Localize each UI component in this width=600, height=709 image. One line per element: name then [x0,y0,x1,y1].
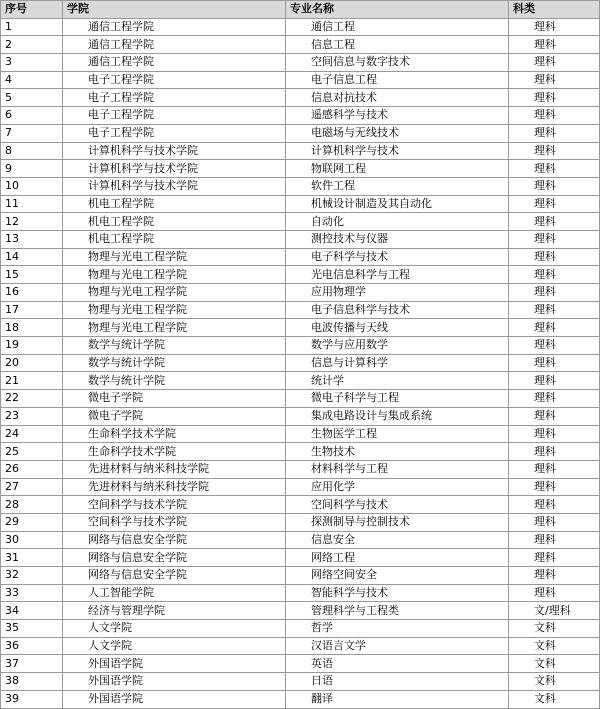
college-name: 通信工程学院 [63,36,286,54]
table-row [1,460,600,478]
table-row [1,142,600,160]
category: 理科 [509,213,600,231]
major-name: 光电信息科学与工程 [286,266,509,284]
row-index: 22 [1,390,63,408]
table-row [1,443,600,461]
major-name: 统计学 [286,372,509,390]
major-name: 网络工程 [286,549,509,567]
college-name: 物理与光电工程学院 [63,284,286,302]
major-name: 机械设计制造及其自动化 [286,195,509,213]
row-index: 21 [1,372,63,390]
header-major: 专业名称 [286,1,509,19]
major-name: 探测制导与控制技术 [286,513,509,531]
row-index: 28 [1,496,63,514]
table-row [1,602,600,620]
major-name: 哲学 [286,620,509,638]
table-row [1,266,600,284]
row-index: 2 [1,36,63,54]
table-row [1,124,600,142]
category: 理科 [509,71,600,89]
college-name: 数学与统计学院 [63,372,286,390]
major-name: 电子信息工程 [286,71,509,89]
table-row [1,71,600,89]
major-name: 数学与应用数学 [286,337,509,355]
row-index: 13 [1,230,63,248]
major-name: 电磁场与无线技术 [286,124,509,142]
major-name: 日语 [286,673,509,691]
category: 理科 [509,443,600,461]
category: 理科 [509,89,600,107]
college-name: 电子工程学院 [63,124,286,142]
category: 理科 [509,18,600,36]
row-index: 14 [1,248,63,266]
college-name: 计算机科学与技术学院 [63,177,286,195]
major-name: 软件工程 [286,177,509,195]
row-index: 30 [1,531,63,549]
table-row [1,567,600,585]
major-name: 测控技术与仪器 [286,230,509,248]
table-row [1,407,600,425]
row-index: 24 [1,425,63,443]
major-name: 计算机科学与技术 [286,142,509,160]
row-index: 20 [1,354,63,372]
category: 理科 [509,407,600,425]
row-index: 8 [1,142,63,160]
table-row [1,177,600,195]
major-name: 汉语言文学 [286,637,509,655]
major-name: 英语 [286,655,509,673]
college-name: 物理与光电工程学院 [63,301,286,319]
category: 文科 [509,690,600,708]
major-name: 生物医学工程 [286,425,509,443]
category: 理科 [509,337,600,355]
college-name: 电子工程学院 [63,89,286,107]
college-name: 空间科学与技术学院 [63,496,286,514]
table-row [1,36,600,54]
major-name: 微电子科学与工程 [286,390,509,408]
major-name: 空间信息与数字技术 [286,54,509,72]
row-index: 1 [1,18,63,36]
row-index: 31 [1,549,63,567]
row-index: 37 [1,655,63,673]
category: 理科 [509,160,600,178]
table-row [1,230,600,248]
row-index: 38 [1,673,63,691]
major-name: 通信工程 [286,18,509,36]
category: 文科 [509,655,600,673]
row-index: 35 [1,620,63,638]
college-name: 物理与光电工程学院 [63,266,286,284]
category: 文/理科 [509,602,600,620]
college-name: 机电工程学院 [63,213,286,231]
table-row [1,319,600,337]
category: 理科 [509,319,600,337]
major-name: 信息与计算科学 [286,354,509,372]
category: 理科 [509,54,600,72]
header-row [1,1,600,19]
college-name: 外国语学院 [63,690,286,708]
table-row [1,425,600,443]
college-name: 先进材料与纳米科技学院 [63,460,286,478]
table-row [1,195,600,213]
table-row [1,637,600,655]
table-row [1,18,600,36]
major-name: 物联网工程 [286,160,509,178]
row-index: 4 [1,71,63,89]
college-name: 机电工程学院 [63,195,286,213]
category: 理科 [509,390,600,408]
college-name: 物理与光电工程学院 [63,319,286,337]
category: 理科 [509,284,600,302]
category: 理科 [509,248,600,266]
row-index: 16 [1,284,63,302]
college-name: 数学与统计学院 [63,354,286,372]
category: 理科 [509,195,600,213]
table-row [1,54,600,72]
row-index: 39 [1,690,63,708]
major-name: 应用化学 [286,478,509,496]
row-index: 19 [1,337,63,355]
table-row [1,213,600,231]
row-index: 7 [1,124,63,142]
table-row [1,584,600,602]
table-row [1,284,600,302]
college-name: 机电工程学院 [63,230,286,248]
major-name: 电子科学与技术 [286,248,509,266]
category: 理科 [509,460,600,478]
category: 理科 [509,584,600,602]
table-row [1,690,600,708]
major-name: 翻译 [286,690,509,708]
table-row [1,620,600,638]
major-name: 集成电路设计与集成系统 [286,407,509,425]
table-row [1,301,600,319]
major-name: 管理科学与工程类 [286,602,509,620]
category: 文科 [509,673,600,691]
category: 理科 [509,142,600,160]
row-index: 25 [1,443,63,461]
row-index: 27 [1,478,63,496]
college-name: 物理与光电工程学院 [63,248,286,266]
college-name: 数学与统计学院 [63,337,286,355]
college-name: 经济与管理学院 [63,602,286,620]
header-category: 科类 [509,1,600,19]
category: 理科 [509,36,600,54]
row-index: 33 [1,584,63,602]
major-name: 网络空间安全 [286,567,509,585]
category: 理科 [509,124,600,142]
table-row [1,496,600,514]
table-row [1,248,600,266]
major-name: 生物技术 [286,443,509,461]
college-name: 外国语学院 [63,655,286,673]
table-row [1,513,600,531]
table-row [1,531,600,549]
category: 理科 [509,567,600,585]
college-name: 计算机科学与技术学院 [63,142,286,160]
college-name: 生命科学技术学院 [63,425,286,443]
major-name: 自动化 [286,213,509,231]
major-name: 电波传播与天线 [286,319,509,337]
row-index: 36 [1,637,63,655]
category: 理科 [509,478,600,496]
table-row [1,107,600,125]
row-index: 26 [1,460,63,478]
category: 理科 [509,177,600,195]
college-name: 先进材料与纳米科技学院 [63,478,286,496]
college-name: 人工智能学院 [63,584,286,602]
major-name: 信息对抗技术 [286,89,509,107]
row-index: 6 [1,107,63,125]
row-index: 12 [1,213,63,231]
table-row [1,390,600,408]
category: 理科 [509,372,600,390]
major-name: 信息安全 [286,531,509,549]
major-name: 材料科学与工程 [286,460,509,478]
college-name: 空间科学与技术学院 [63,513,286,531]
category: 理科 [509,496,600,514]
college-name: 生命科学技术学院 [63,443,286,461]
row-index: 5 [1,89,63,107]
row-index: 10 [1,177,63,195]
major-name: 空间科学与技术 [286,496,509,514]
college-name: 网络与信息安全学院 [63,531,286,549]
college-name: 计算机科学与技术学院 [63,160,286,178]
category: 理科 [509,354,600,372]
row-index: 11 [1,195,63,213]
college-name: 电子工程学院 [63,107,286,125]
row-index: 15 [1,266,63,284]
major-name: 信息工程 [286,36,509,54]
row-index: 17 [1,301,63,319]
category: 理科 [509,549,600,567]
college-name: 人文学院 [63,637,286,655]
major-name: 遥感科学与技术 [286,107,509,125]
college-name: 网络与信息安全学院 [63,549,286,567]
category: 文科 [509,620,600,638]
category: 理科 [509,425,600,443]
category: 理科 [509,266,600,284]
major-name: 电子信息科学与技术 [286,301,509,319]
row-index: 23 [1,407,63,425]
header-index: 序号 [1,1,63,19]
category: 理科 [509,531,600,549]
category: 理科 [509,230,600,248]
table-row [1,673,600,691]
table-row [1,655,600,673]
row-index: 29 [1,513,63,531]
category: 理科 [509,301,600,319]
category: 文科 [509,637,600,655]
table-row [1,337,600,355]
row-index: 9 [1,160,63,178]
table-row [1,89,600,107]
row-index: 34 [1,602,63,620]
row-index: 18 [1,319,63,337]
college-name: 通信工程学院 [63,54,286,72]
table-row [1,354,600,372]
table-row [1,549,600,567]
row-index: 3 [1,54,63,72]
college-name: 电子工程学院 [63,71,286,89]
row-index: 32 [1,567,63,585]
college-name: 人文学院 [63,620,286,638]
major-name: 智能科学与技术 [286,584,509,602]
table-row [1,478,600,496]
college-name: 微电子学院 [63,407,286,425]
major-name: 应用物理学 [286,284,509,302]
college-name: 微电子学院 [63,390,286,408]
table-row [1,160,600,178]
table-row [1,372,600,390]
category: 理科 [509,513,600,531]
category: 理科 [509,107,600,125]
college-name: 通信工程学院 [63,18,286,36]
college-name: 外国语学院 [63,673,286,691]
college-name: 网络与信息安全学院 [63,567,286,585]
header-college: 学院 [63,1,286,19]
